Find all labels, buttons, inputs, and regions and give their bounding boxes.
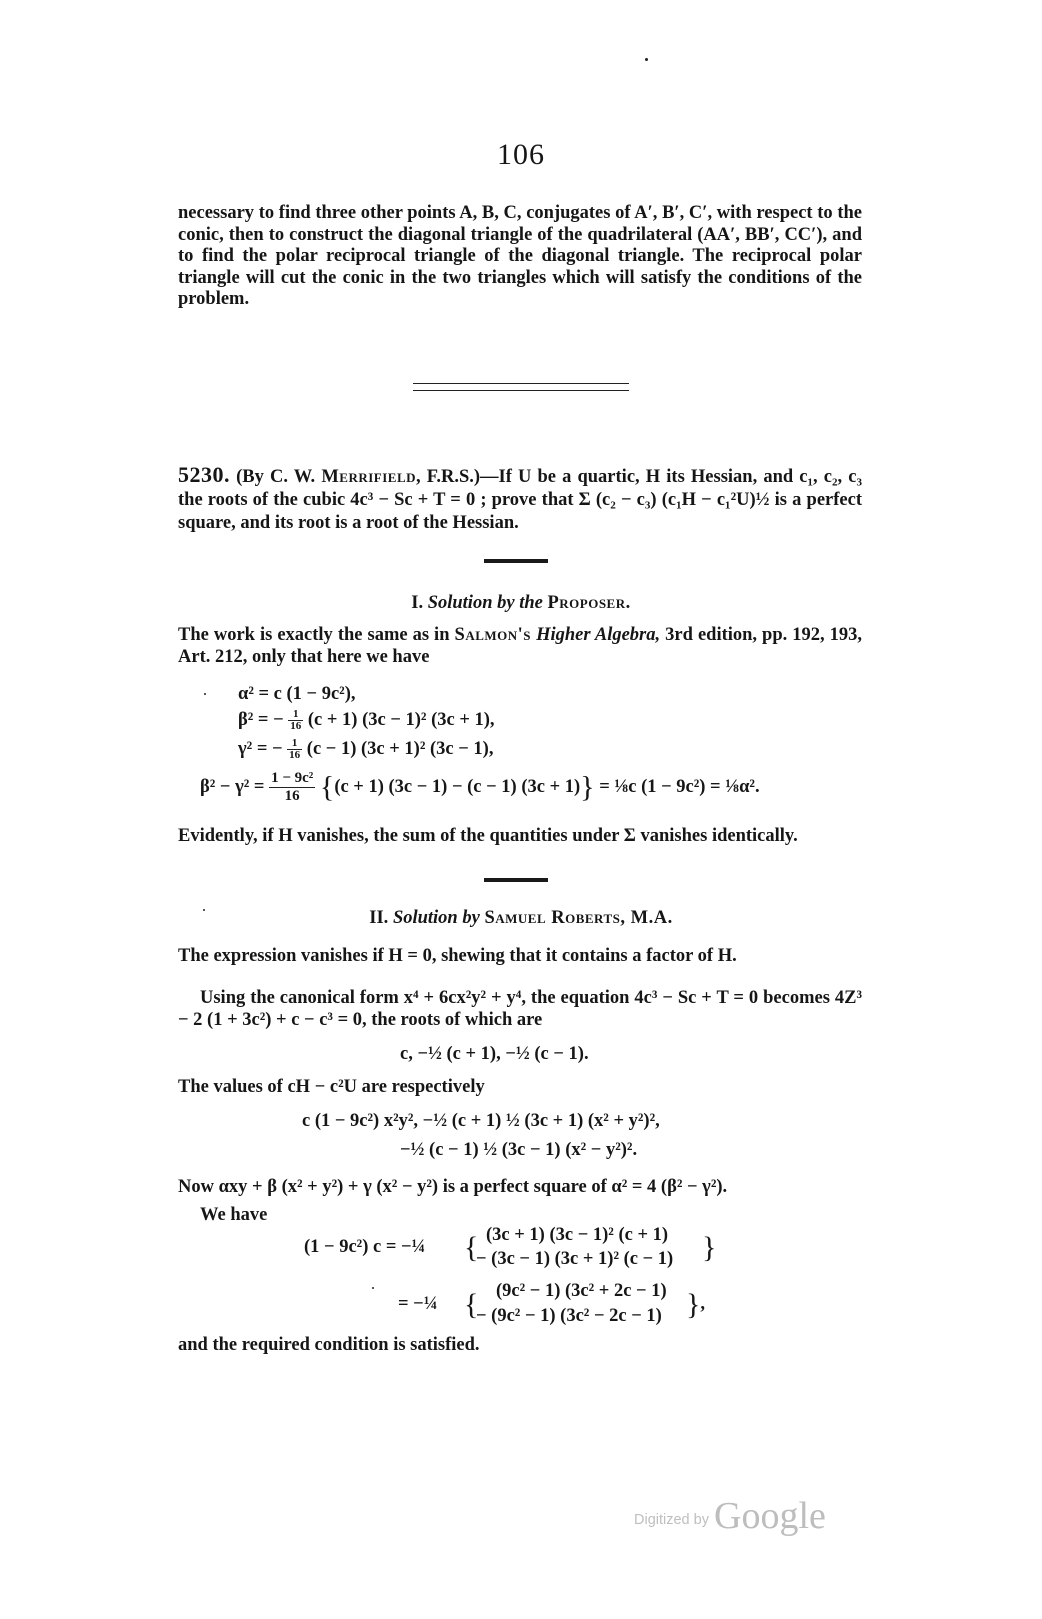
fraction-numerator: 1	[287, 738, 302, 750]
speck-mark	[204, 693, 206, 695]
equation-gamma-fraction	[287, 738, 302, 761]
fraction-numerator: 1	[288, 709, 303, 721]
equation-b-right-brace: },	[686, 1287, 706, 1321]
solution-2-numeral: II.	[369, 908, 389, 928]
fraction-numerator: 1 − 9c²	[271, 770, 314, 786]
speck-mark	[372, 1287, 374, 1289]
right-brace: }	[580, 770, 595, 804]
problem-author-prefix: (By C. W.	[236, 467, 316, 487]
equation-gamma-lhs: γ² = −	[238, 739, 283, 759]
fraction-denominator: 16	[289, 749, 301, 762]
left-brace: {	[319, 770, 335, 804]
equation-a-left-brace: {	[464, 1230, 479, 1264]
salmon-name: Salmon's	[454, 625, 532, 645]
equation-difference	[200, 770, 760, 805]
equation-beta-lhs: β² = −	[238, 710, 284, 730]
final-line: and the required condition is satisfied.	[178, 1335, 480, 1355]
equation-difference-fraction	[269, 770, 315, 805]
google-watermark	[634, 1494, 826, 1538]
equation-b-left-brace: {	[464, 1287, 479, 1321]
equation-a-right-brace: }	[702, 1230, 717, 1264]
values-line-2: −½ (c − 1) ½ (3c − 1) (x² − y²)².	[400, 1140, 638, 1160]
solution-2-para-1: The expression vanishes if H = 0, shewing that it contains a factor of H.	[178, 946, 737, 966]
equation-a-top: (3c + 1) (3c − 1)² (c + 1)	[486, 1225, 669, 1245]
equation-beta-rhs: (c + 1) (3c − 1)² (3c + 1),	[307, 710, 495, 730]
short-rule-1	[484, 559, 548, 563]
equation-b-bottom: − (9c² − 1) (3c² − 2c − 1)	[476, 1306, 662, 1326]
equation-difference-rhs: = ⅛c (1 − 9c²) = ⅛α².	[599, 776, 760, 797]
perfect-square-line: Now αxy + β (x² + y²) + γ (x² − y²) is a perfect square of α² = 4 (β² − γ²).	[178, 1177, 728, 1197]
page-number: 106	[497, 138, 545, 171]
solution-1-author: Proposer.	[547, 593, 631, 613]
equation-beta	[238, 709, 495, 732]
book-title: Higher Algebra,	[536, 625, 661, 645]
we-have: We have	[200, 1205, 268, 1225]
equation-b-lhs: = −¼	[398, 1294, 438, 1314]
fraction-denominator: 16	[290, 720, 302, 733]
fraction-denominator: 16	[284, 788, 300, 804]
problem-number: 5230.	[178, 462, 230, 487]
speck-mark	[645, 58, 648, 61]
equation-gamma-rhs: (c − 1) (3c + 1)² (3c − 1),	[306, 739, 494, 759]
intro-paragraph: necessary to find three other points A, B, C, conjugates of A′, B′, C′, with respect to the conic, then to construct the diagonal triangle of the quadrilateral (AA′, BB′, CC′), and to find the polar reciprocal triangle of the diagonal triangle. The reciprocal polar triangle will cut the conic in the two triangles which will satisfy the conditions of the problem.	[178, 203, 862, 309]
equation-a-bottom: − (3c − 1) (3c + 1)² (c − 1)	[476, 1249, 674, 1269]
solution-1-text-a: The work is exactly the same as in	[178, 625, 450, 645]
equation-b-top: (9c² − 1) (3c² + 2c − 1)	[496, 1281, 667, 1301]
solution-1-numeral: I.	[411, 593, 424, 613]
values-intro: The values of cH − c²U are respectively	[178, 1077, 485, 1097]
watermark-digitized-by: Digitized by	[634, 1512, 709, 1528]
equation-difference-inner: (c + 1) (3c − 1) − (c − 1) (3c + 1)	[334, 776, 581, 797]
solution-2-heading	[0, 908, 1042, 929]
solution-1-text-b: 3rd edition, pp. 192, 193, Art. 212, only that here we have	[178, 625, 863, 667]
values-line-1: c (1 − 9c²) x²y², −½ (c + 1) ½ (3c + 1) (x² + y²)²,	[302, 1111, 660, 1131]
solution-2-para-2: Using the canonical form x⁴ + 6cx²y² + y⁴, the equation 4c³ − Sc + T = 0 becomes 4Z³ − 2 (1 + 3c²) + c − c³ = 0, the roots of which are	[178, 988, 862, 1030]
solution-1-intro	[178, 625, 862, 668]
equation-b-comma: ,	[700, 1294, 706, 1314]
equation-gamma	[238, 738, 493, 761]
solution-2-author: Samuel Roberts, M.A.	[484, 908, 673, 928]
solution-2-title: Solution by	[392, 908, 480, 928]
equation-beta-fraction	[288, 709, 303, 732]
problem-author-name: Merrifield	[321, 467, 417, 487]
watermark-google-logo: Google	[714, 1495, 826, 1537]
equation-a-lhs: (1 − 9c²) c = −¼	[304, 1237, 426, 1257]
short-rule-2	[484, 878, 548, 882]
problem-statement	[178, 463, 862, 535]
solution-1-title: Solution by the	[427, 593, 543, 613]
section-divider	[413, 383, 629, 391]
roots-line: c, −½ (c + 1), −½ (c − 1).	[400, 1044, 589, 1064]
solution-1-conclusion: Evidently, if H vanishes, the sum of the quantities under Σ vanishes identically.	[178, 826, 798, 846]
solution-1-heading	[0, 593, 1042, 614]
equation-difference-lhs: β² − γ² =	[200, 776, 265, 797]
equation-alpha: α² = c (1 − 9c²),	[238, 684, 356, 704]
problem-text: , F.R.S.)—If U be a quartic, H its Hessian, and c₁, c₂, c₃ the roots of the cubic 4c³ − Sc + T = 0 ; prove that Σ (c₂ − c₃) (c₁H − c₁²U)½ is a perfect square, and its root is a root of the Hessian.	[178, 467, 863, 533]
